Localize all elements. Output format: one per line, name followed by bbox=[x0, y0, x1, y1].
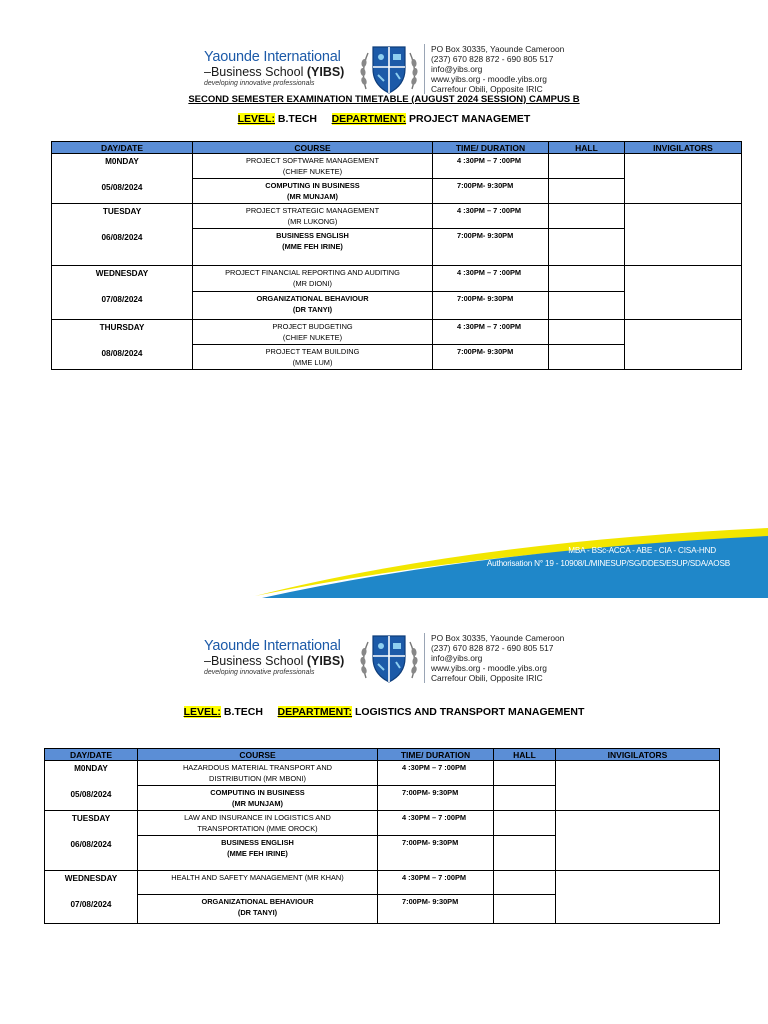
hall-cell bbox=[549, 345, 625, 370]
lecturer-name: (DR TANYI) bbox=[237, 908, 278, 917]
day-name: WEDNESDAY bbox=[64, 874, 118, 883]
course-cell bbox=[138, 811, 378, 836]
course-name: BUSINESS ENGLISH bbox=[221, 838, 294, 847]
course-cell bbox=[193, 292, 433, 320]
day-name: THURSDAY bbox=[99, 323, 145, 332]
exam-date: 05/08/2024 bbox=[70, 790, 112, 799]
lecturer-name: DISTRIBUTION (MR MBONI) bbox=[209, 774, 306, 783]
column-header: INVIGILATORS bbox=[625, 142, 742, 154]
lecturer-name: (CHIEF NUKETE) bbox=[282, 167, 343, 176]
course-cell bbox=[193, 320, 433, 345]
day-name: WEDNESDAY bbox=[95, 269, 149, 278]
lecturer-name: TRANSPORTATION (MME OROCK) bbox=[197, 824, 318, 833]
table-header-row bbox=[45, 749, 720, 761]
course-name: PROJECT SOFTWARE MANAGEMENT bbox=[245, 156, 380, 165]
hall-cell bbox=[494, 836, 556, 871]
level-label: LEVEL: bbox=[237, 113, 275, 125]
day-name: M0NDAY bbox=[105, 157, 139, 166]
time-duration-cell: 4 :30PM – 7 :00PM bbox=[433, 266, 549, 292]
exam-date: 08/08/2024 bbox=[101, 349, 143, 358]
invigilators-cell bbox=[556, 811, 720, 871]
course-name: ORGANIZATIONAL BEHAVIOUR bbox=[201, 897, 314, 906]
table-header-row bbox=[52, 142, 742, 154]
table-row bbox=[52, 154, 742, 179]
hall-cell bbox=[549, 320, 625, 345]
day-date-cell bbox=[52, 154, 193, 204]
course-name: PROJECT STRATEGIC MANAGEMENT bbox=[245, 206, 380, 215]
contact-line: info@yibs.org bbox=[431, 64, 483, 74]
table-row bbox=[45, 871, 720, 895]
school-name-block bbox=[196, 638, 354, 678]
course-cell bbox=[193, 204, 433, 229]
course-cell bbox=[193, 345, 433, 370]
hall-cell bbox=[549, 204, 625, 229]
column-header: HALL bbox=[549, 142, 625, 154]
exam-date: 06/08/2024 bbox=[101, 233, 143, 242]
course-cell bbox=[193, 266, 433, 292]
level-department-line bbox=[0, 706, 768, 718]
school-tagline: developing innovative professionals bbox=[204, 669, 315, 676]
invigilators-cell bbox=[625, 204, 742, 266]
course-cell bbox=[193, 229, 433, 266]
time-duration-cell: 7:00PM- 9:30PM bbox=[378, 786, 494, 811]
time-duration-cell: 4 :30PM – 7 :00PM bbox=[378, 871, 494, 895]
day-date-cell bbox=[52, 266, 193, 320]
table-row bbox=[52, 266, 742, 292]
hall-cell bbox=[549, 229, 625, 266]
hall-cell bbox=[494, 895, 556, 924]
time-duration-cell: 7:00PM- 9:30PM bbox=[433, 179, 549, 204]
course-cell bbox=[193, 154, 433, 179]
day-name: TUESDAY bbox=[71, 814, 111, 823]
contact-info bbox=[424, 633, 564, 683]
table-row bbox=[45, 761, 720, 786]
hall-cell bbox=[549, 154, 625, 179]
exam-timetable-table bbox=[44, 748, 720, 924]
column-header: TIME/ DURATION bbox=[433, 142, 549, 154]
time-duration-cell: 7:00PM- 9:30PM bbox=[433, 345, 549, 370]
day-date-cell bbox=[45, 871, 138, 924]
invigilators-cell bbox=[625, 320, 742, 370]
department-label: DEPARTMENT: bbox=[277, 706, 353, 718]
column-header: DAY/DATE bbox=[52, 142, 193, 154]
contact-line: PO Box 30335, Yaounde Cameroon bbox=[431, 44, 565, 54]
contact-line: PO Box 30335, Yaounde Cameroon bbox=[431, 633, 565, 643]
course-cell bbox=[138, 836, 378, 871]
exam-date: 05/08/2024 bbox=[101, 183, 143, 192]
contact-line: Carrefour Obili, Opposite IRIC bbox=[431, 673, 543, 683]
department-label: DEPARTMENT: bbox=[331, 113, 407, 125]
day-name: M0NDAY bbox=[74, 764, 108, 773]
hall-cell bbox=[494, 761, 556, 786]
school-name-line1: Yaounde International bbox=[204, 49, 341, 65]
contact-line: www.yibs.org - moodle.yibs.org bbox=[431, 663, 547, 673]
hall-cell bbox=[549, 292, 625, 320]
hall-cell bbox=[549, 179, 625, 204]
lecturer-name: (MR DIONI) bbox=[293, 279, 332, 288]
column-header: HALL bbox=[494, 749, 556, 761]
school-tagline: developing innovative professionals bbox=[204, 80, 315, 87]
lecturer-name: (DR TANYI) bbox=[292, 305, 333, 314]
school-header bbox=[196, 627, 574, 689]
contact-line: www.yibs.org - moodle.yibs.org bbox=[431, 74, 547, 84]
day-date-cell bbox=[45, 811, 138, 871]
time-duration-cell: 4 :30PM – 7 :00PM bbox=[433, 320, 549, 345]
course-name: PROJECT BUDGETING bbox=[272, 322, 353, 331]
course-cell bbox=[193, 179, 433, 204]
time-duration-cell: 7:00PM- 9:30PM bbox=[433, 229, 549, 266]
school-name-block bbox=[196, 49, 354, 89]
authorisation-line: Authorisation N° 19 - 10908/L/MINESUP/SG/DDES/ESUP/SDA/AOSB bbox=[486, 559, 730, 568]
day-date-cell bbox=[52, 320, 193, 370]
contact-line: Carrefour Obili, Opposite IRIC bbox=[431, 84, 543, 94]
programs-line: MBA - BSc-ACCA - ABE - CIA - CISA-HND bbox=[568, 546, 716, 555]
hall-cell bbox=[494, 871, 556, 895]
contact-info bbox=[424, 44, 564, 94]
school-crest-logo bbox=[354, 38, 424, 100]
lecturer-name: (MME FEH IRINE) bbox=[227, 849, 288, 858]
time-duration-cell: 4 :30PM – 7 :00PM bbox=[378, 761, 494, 786]
course-name: HAZARDOUS MATERIAL TRANSPORT AND bbox=[182, 763, 333, 772]
invigilators-cell bbox=[625, 266, 742, 320]
lecturer-name: (MR MUNJAM) bbox=[287, 192, 338, 201]
course-name: ORGANIZATIONAL BEHAVIOUR bbox=[256, 294, 369, 303]
invigilators-cell bbox=[625, 154, 742, 204]
course-name: PROJECT FINANCIAL REPORTING AND AUDITING bbox=[225, 268, 400, 277]
day-date-cell bbox=[52, 204, 193, 266]
table-row bbox=[52, 320, 742, 345]
department-value: LOGISTICS AND TRANSPORT MANAGEMENT bbox=[354, 706, 585, 718]
contact-line: (237) 670 828 872 - 690 805 517 bbox=[431, 54, 554, 64]
course-name: COMPUTING IN BUSINESS bbox=[265, 181, 360, 190]
course-name: BUSINESS ENGLISH bbox=[276, 231, 349, 240]
lecturer-name: (MR LUKONG) bbox=[287, 217, 338, 226]
school-name-line2: –Business School (YIBS) bbox=[204, 654, 345, 668]
school-name-line2: –Business School (YIBS) bbox=[204, 65, 345, 79]
day-date-cell bbox=[45, 761, 138, 811]
day-name: TUESDAY bbox=[102, 207, 142, 216]
time-duration-cell: 7:00PM- 9:30PM bbox=[378, 836, 494, 871]
school-name-line1: Yaounde International bbox=[204, 638, 341, 654]
lecturer-name: (MME LUM) bbox=[292, 358, 333, 367]
level-value: B.TECH bbox=[277, 113, 317, 125]
lecturer-name: (MME FEH IRINE) bbox=[282, 242, 343, 251]
time-duration-cell: 4 :30PM – 7 :00PM bbox=[378, 811, 494, 836]
time-duration-cell: 7:00PM- 9:30PM bbox=[378, 895, 494, 924]
school-crest-logo bbox=[354, 627, 424, 689]
level-department-line bbox=[0, 113, 768, 125]
level-label: LEVEL: bbox=[183, 706, 221, 718]
course-cell bbox=[138, 761, 378, 786]
column-header: COURSE bbox=[138, 749, 378, 761]
course-name: PROJECT TEAM BUILDING bbox=[265, 347, 360, 356]
exam-date: 07/08/2024 bbox=[70, 900, 112, 909]
exam-date: 07/08/2024 bbox=[101, 295, 143, 304]
course-name: LAW AND INSURANCE IN LOGISTICS AND bbox=[184, 813, 331, 822]
course-cell bbox=[138, 895, 378, 924]
hall-cell bbox=[494, 786, 556, 811]
column-header: INVIGILATORS bbox=[556, 749, 720, 761]
lecturer-name: (CHIEF NUKETE) bbox=[282, 333, 343, 342]
course-name: COMPUTING IN BUSINESS bbox=[210, 788, 305, 797]
hall-cell bbox=[549, 266, 625, 292]
contact-line: info@yibs.org bbox=[431, 653, 483, 663]
school-header bbox=[196, 36, 574, 102]
course-cell bbox=[138, 786, 378, 811]
invigilators-cell bbox=[556, 871, 720, 924]
level-value: B.TECH bbox=[223, 706, 263, 718]
accreditation-band bbox=[0, 520, 768, 598]
column-header: COURSE bbox=[193, 142, 433, 154]
exam-timetable-table bbox=[51, 141, 742, 370]
table-row bbox=[52, 204, 742, 229]
time-duration-cell: 4 :30PM – 7 :00PM bbox=[433, 204, 549, 229]
course-cell bbox=[138, 871, 378, 895]
contact-line: (237) 670 828 872 - 690 805 517 bbox=[431, 643, 554, 653]
course-name: HEALTH AND SAFETY MANAGEMENT (MR KHAN) bbox=[171, 873, 344, 882]
column-header: TIME/ DURATION bbox=[378, 749, 494, 761]
hall-cell bbox=[494, 811, 556, 836]
lecturer-name: (MR MUNJAM) bbox=[232, 799, 283, 808]
time-duration-cell: 4 :30PM – 7 :00PM bbox=[433, 154, 549, 179]
timetable-title: SECOND SEMESTER EXAMINATION TIMETABLE (AUGUST 2024 SESSION) CAMPUS B bbox=[188, 94, 580, 105]
exam-date: 06/08/2024 bbox=[70, 840, 112, 849]
time-duration-cell: 7:00PM- 9:30PM bbox=[433, 292, 549, 320]
department-value: PROJECT MANAGEMET bbox=[409, 113, 531, 125]
invigilators-cell bbox=[556, 761, 720, 811]
table-row bbox=[45, 811, 720, 836]
column-header: DAY/DATE bbox=[45, 749, 138, 761]
